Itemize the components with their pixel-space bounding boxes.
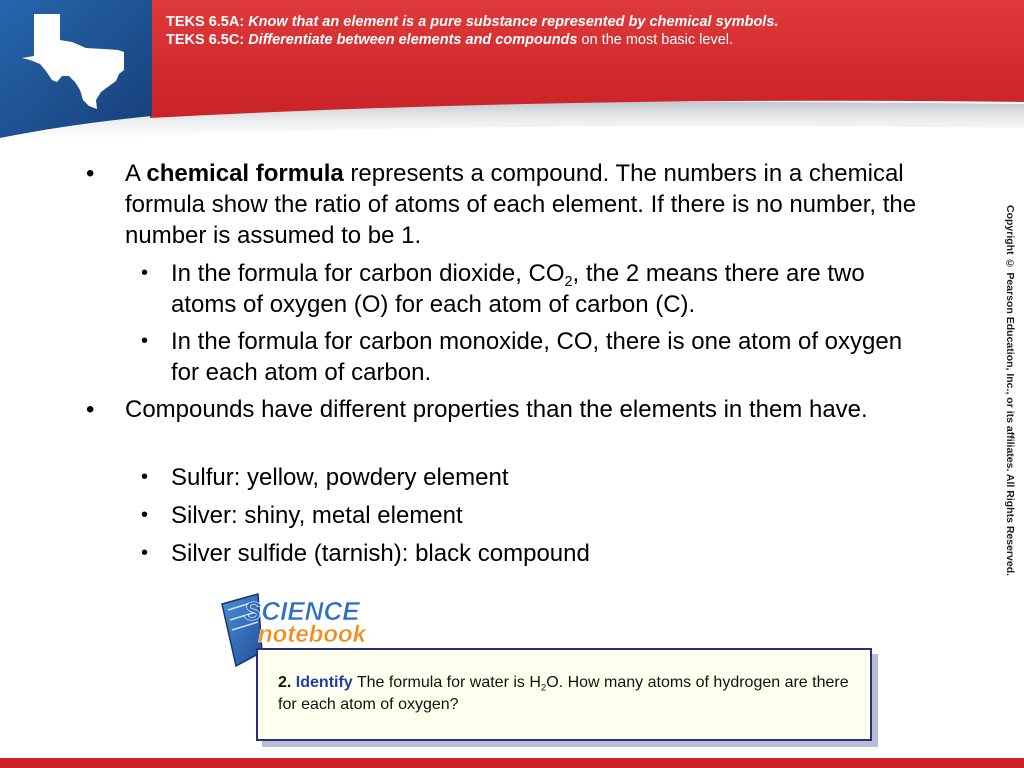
bullet-chemical-formula — [125, 158, 925, 251]
subscript: 2 — [564, 274, 573, 291]
sub-bullet-carbon-dioxide — [171, 258, 931, 320]
teks-text-2: Differentiate between elements and compounds — [248, 32, 578, 48]
subscript: 2 — [540, 682, 547, 694]
bullet-text: represents a compound. The numbers in a chemical formula show the ratio of atoms of each element. If there is no number, the number is assumed to be 1. — [125, 160, 917, 249]
key-term: chemical formula — [146, 160, 344, 187]
bullet-marker: • — [86, 160, 95, 187]
teks-code-2: TEKS 6.5C: — [166, 32, 245, 48]
sub-bullet-silver-sulfide: Silver sulfide (tarnish): black compound — [171, 540, 590, 567]
sub-bullet-carbon-monoxide: In the formula for carbon monoxide, CO, there is one atom of oxygen for each atom of carbon. — [171, 328, 903, 386]
teks-code-1: TEKS 6.5A: — [166, 14, 245, 30]
teks-tail-2: on the most basic level. — [577, 32, 734, 48]
sub-bullet-marker: • — [141, 504, 149, 526]
teks-line-2 — [166, 31, 778, 49]
sub-bullet-marker: • — [141, 542, 149, 564]
question-text — [278, 672, 858, 716]
bullet-text: A — [125, 160, 147, 187]
bullet-marker: • — [86, 396, 95, 423]
sub-bullet-marker: • — [141, 262, 149, 284]
sub-bullet-silver: Silver: shiny, metal element — [171, 502, 463, 529]
sub-bullet-sulfur: Sulfur: yellow, powdery element — [171, 464, 509, 491]
question-box — [256, 648, 872, 741]
notebook-word-notebook: notebook — [258, 621, 366, 648]
teks-standards — [166, 13, 778, 49]
question-number: 2. — [278, 674, 292, 691]
header-banner — [0, 0, 1024, 150]
bullet-text: In the formula for carbon dioxide, CO — [171, 260, 565, 287]
teks-line-1 — [166, 13, 778, 31]
question-verb: Identify — [295, 674, 353, 691]
question-body: O. How many atoms of hydrogen are there for each atom of oxygen? — [278, 674, 849, 713]
sub-bullet-marker: • — [141, 466, 149, 488]
teks-text-1: Know that an element is a pure substance represented by chemical symbols. — [248, 14, 779, 30]
bullet-compound-properties: Compounds have different properties than the elements in them have. — [125, 396, 868, 423]
bottom-stripe — [0, 758, 1024, 768]
question-body: The formula for water is H — [352, 674, 541, 691]
copyright-notice: Copyright © Pearson Education, Inc., or its affiliates. All Rights Reserved. — [1004, 205, 1016, 577]
notebook-word-science: SCIENCE — [244, 596, 360, 626]
bullet-text: , the 2 means there are two atoms of oxygen (O) for each atom of carbon (C). — [171, 260, 865, 318]
sub-bullet-marker: • — [141, 330, 149, 352]
